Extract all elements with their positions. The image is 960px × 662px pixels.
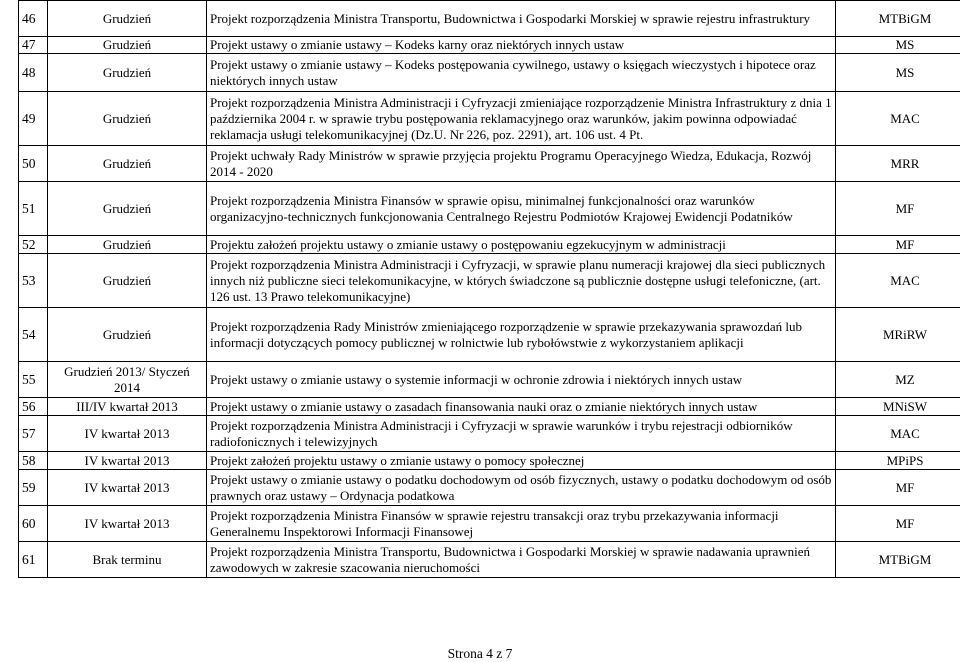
row-title: Projekt ustawy o zmianie ustawy o podatku dochodowym od osób fizycznych, ustawy o podatku dochodowym od osób prawnych oraz ustawy – Ordynacja podatkowa <box>207 470 836 506</box>
row-responsible: MPiPS <box>836 452 960 470</box>
row-date: Grudzień <box>48 54 207 92</box>
row-title: Projekt ustawy o zmianie ustawy – Kodeks karny oraz niektórych innych ustaw <box>207 37 836 54</box>
row-number: 55 <box>19 362 48 398</box>
row-date: Brak terminu <box>48 542 207 578</box>
row-title: Projekt ustawy o zmianie ustawy o systemie informacji w ochronie zdrowia i niektórych innych ustaw <box>207 362 836 398</box>
row-title: Projektu założeń projektu ustawy o zmianie ustawy o postępowaniu egzekucyjnym w administracji <box>207 236 836 254</box>
row-date: Grudzień <box>48 182 207 236</box>
row-responsible: MS <box>836 54 960 92</box>
row-date: III/IV kwartał 2013 <box>48 398 207 416</box>
row-title: Projekt rozporządzenia Ministra Finansów w sprawie rejestru transakcji oraz trybu przekazywania informacji Generalnemu Inspektorowi Informacji Finansowej <box>207 506 836 542</box>
row-date: IV kwartał 2013 <box>48 506 207 542</box>
row-responsible: MAC <box>836 416 960 452</box>
row-number: 49 <box>19 92 48 146</box>
row-date: Grudzień <box>48 92 207 146</box>
table-row <box>19 236 960 254</box>
table-row <box>19 1 960 37</box>
row-title: Projekt rozporządzenia Ministra Transportu, Budownictwa i Gospodarki Morskiej w sprawie rejestru infrastruktury <box>207 1 836 37</box>
row-number: 53 <box>19 254 48 308</box>
row-number: 51 <box>19 182 48 236</box>
row-title: Projekt rozporządzenia Ministra Administracji i Cyfryzacji, w sprawie planu numeracji krajowej dla sieci publicznych innych niż publiczne sieci telekomunikacyjne, w których świadczone są publicznie dostępne usługi telefoniczne, (art. 126 ust. 13 Prawo telekomunikacyjne) <box>207 254 836 308</box>
row-date: Grudzień 2013/ Styczeń 2014 <box>48 362 207 398</box>
row-responsible: MF <box>836 470 960 506</box>
row-number: 56 <box>19 398 48 416</box>
table-row <box>19 54 960 92</box>
row-number: 61 <box>19 542 48 578</box>
row-date: IV kwartał 2013 <box>48 470 207 506</box>
row-date: Grudzień <box>48 254 207 308</box>
row-responsible: MF <box>836 506 960 542</box>
row-number: 60 <box>19 506 48 542</box>
row-number: 47 <box>19 37 48 54</box>
row-date: Grudzień <box>48 236 207 254</box>
row-number: 57 <box>19 416 48 452</box>
row-responsible: MAC <box>836 92 960 146</box>
row-responsible: MNiSW <box>836 398 960 416</box>
row-date: Grudzień <box>48 308 207 362</box>
table-row <box>19 452 960 470</box>
row-title: Projekt rozporządzenia Ministra Administracji i Cyfryzacji zmieniające rozporządzenie Ministra Infrastruktury z dnia 1 października 2004 r. w sprawie trybu postępowania reklamacyjnego oraz warunków, jakim powinna odpowiadać reklamacja usługi telekomunikacyjnej (Dz.U. Nr 226, poz. 2291), art. 106 ust. 4 Pt. <box>207 92 836 146</box>
row-title: Projekt rozporządzenia Rady Ministrów zmieniającego rozporządzenie w sprawie przekazywania sprawozdań lub informacji dotyczących pomocy publicznej w rolnictwie lub rybołówstwie z wykorzystaniem aplikacji <box>207 308 836 362</box>
table-row <box>19 542 960 578</box>
table-row <box>19 254 960 308</box>
row-responsible: MRR <box>836 146 960 182</box>
row-number: 52 <box>19 236 48 254</box>
row-responsible: MF <box>836 182 960 236</box>
row-title: Projekt ustawy o zmianie ustawy – Kodeks postępowania cywilnego, ustawy o księgach wieczystych i hipotece oraz niektórych innych ustaw <box>207 54 836 92</box>
row-responsible: MS <box>836 37 960 54</box>
legislation-table <box>18 0 960 578</box>
table-row <box>19 398 960 416</box>
table-row <box>19 506 960 542</box>
row-title: Projekt założeń projektu ustawy o zmianie ustawy o pomocy społecznej <box>207 452 836 470</box>
row-number: 46 <box>19 1 48 37</box>
table-row <box>19 416 960 452</box>
table-body <box>19 1 960 578</box>
row-date: IV kwartał 2013 <box>48 452 207 470</box>
row-title: Projekt ustawy o zmianie ustawy o zasadach finansowania nauki oraz o zmianie niektórych innych ustaw <box>207 398 836 416</box>
row-date: IV kwartał 2013 <box>48 416 207 452</box>
row-date: Grudzień <box>48 37 207 54</box>
row-responsible: MF <box>836 236 960 254</box>
row-responsible: MTBiGM <box>836 1 960 37</box>
row-responsible: MZ <box>836 362 960 398</box>
row-responsible: MAC <box>836 254 960 308</box>
table-row <box>19 92 960 146</box>
page-number: Strona 4 z 7 <box>0 646 960 662</box>
row-number: 54 <box>19 308 48 362</box>
table-row <box>19 362 960 398</box>
row-number: 50 <box>19 146 48 182</box>
row-date: Grudzień <box>48 146 207 182</box>
table-row <box>19 470 960 506</box>
table-row <box>19 37 960 54</box>
table-row <box>19 146 960 182</box>
row-title: Projekt uchwały Rady Ministrów w sprawie przyjęcia projektu Programu Operacyjnego Wiedza, Edukacja, Rozwój 2014 - 2020 <box>207 146 836 182</box>
row-title: Projekt rozporządzenia Ministra Transportu, Budownictwa i Gospodarki Morskiej w sprawie nadawania uprawnień zawodowych w zakresie szacowania nieruchomości <box>207 542 836 578</box>
row-title: Projekt rozporządzenia Ministra Finansów w sprawie opisu, minimalnej funkcjonalności oraz warunków organizacyjno-technicznych funkcjonowania Centralnego Rejestru Podmiotów Krajowej Ewidencji Podatników <box>207 182 836 236</box>
row-date: Grudzień <box>48 1 207 37</box>
row-number: 58 <box>19 452 48 470</box>
row-number: 59 <box>19 470 48 506</box>
row-responsible: MRiRW <box>836 308 960 362</box>
table-row <box>19 182 960 236</box>
row-number: 48 <box>19 54 48 92</box>
table-row <box>19 308 960 362</box>
row-title: Projekt rozporządzenia Ministra Administracji i Cyfryzacji w sprawie warunków i trybu rejestracji odbiorników radiofonicznych i telewizyjnych <box>207 416 836 452</box>
row-responsible: MTBiGM <box>836 542 960 578</box>
